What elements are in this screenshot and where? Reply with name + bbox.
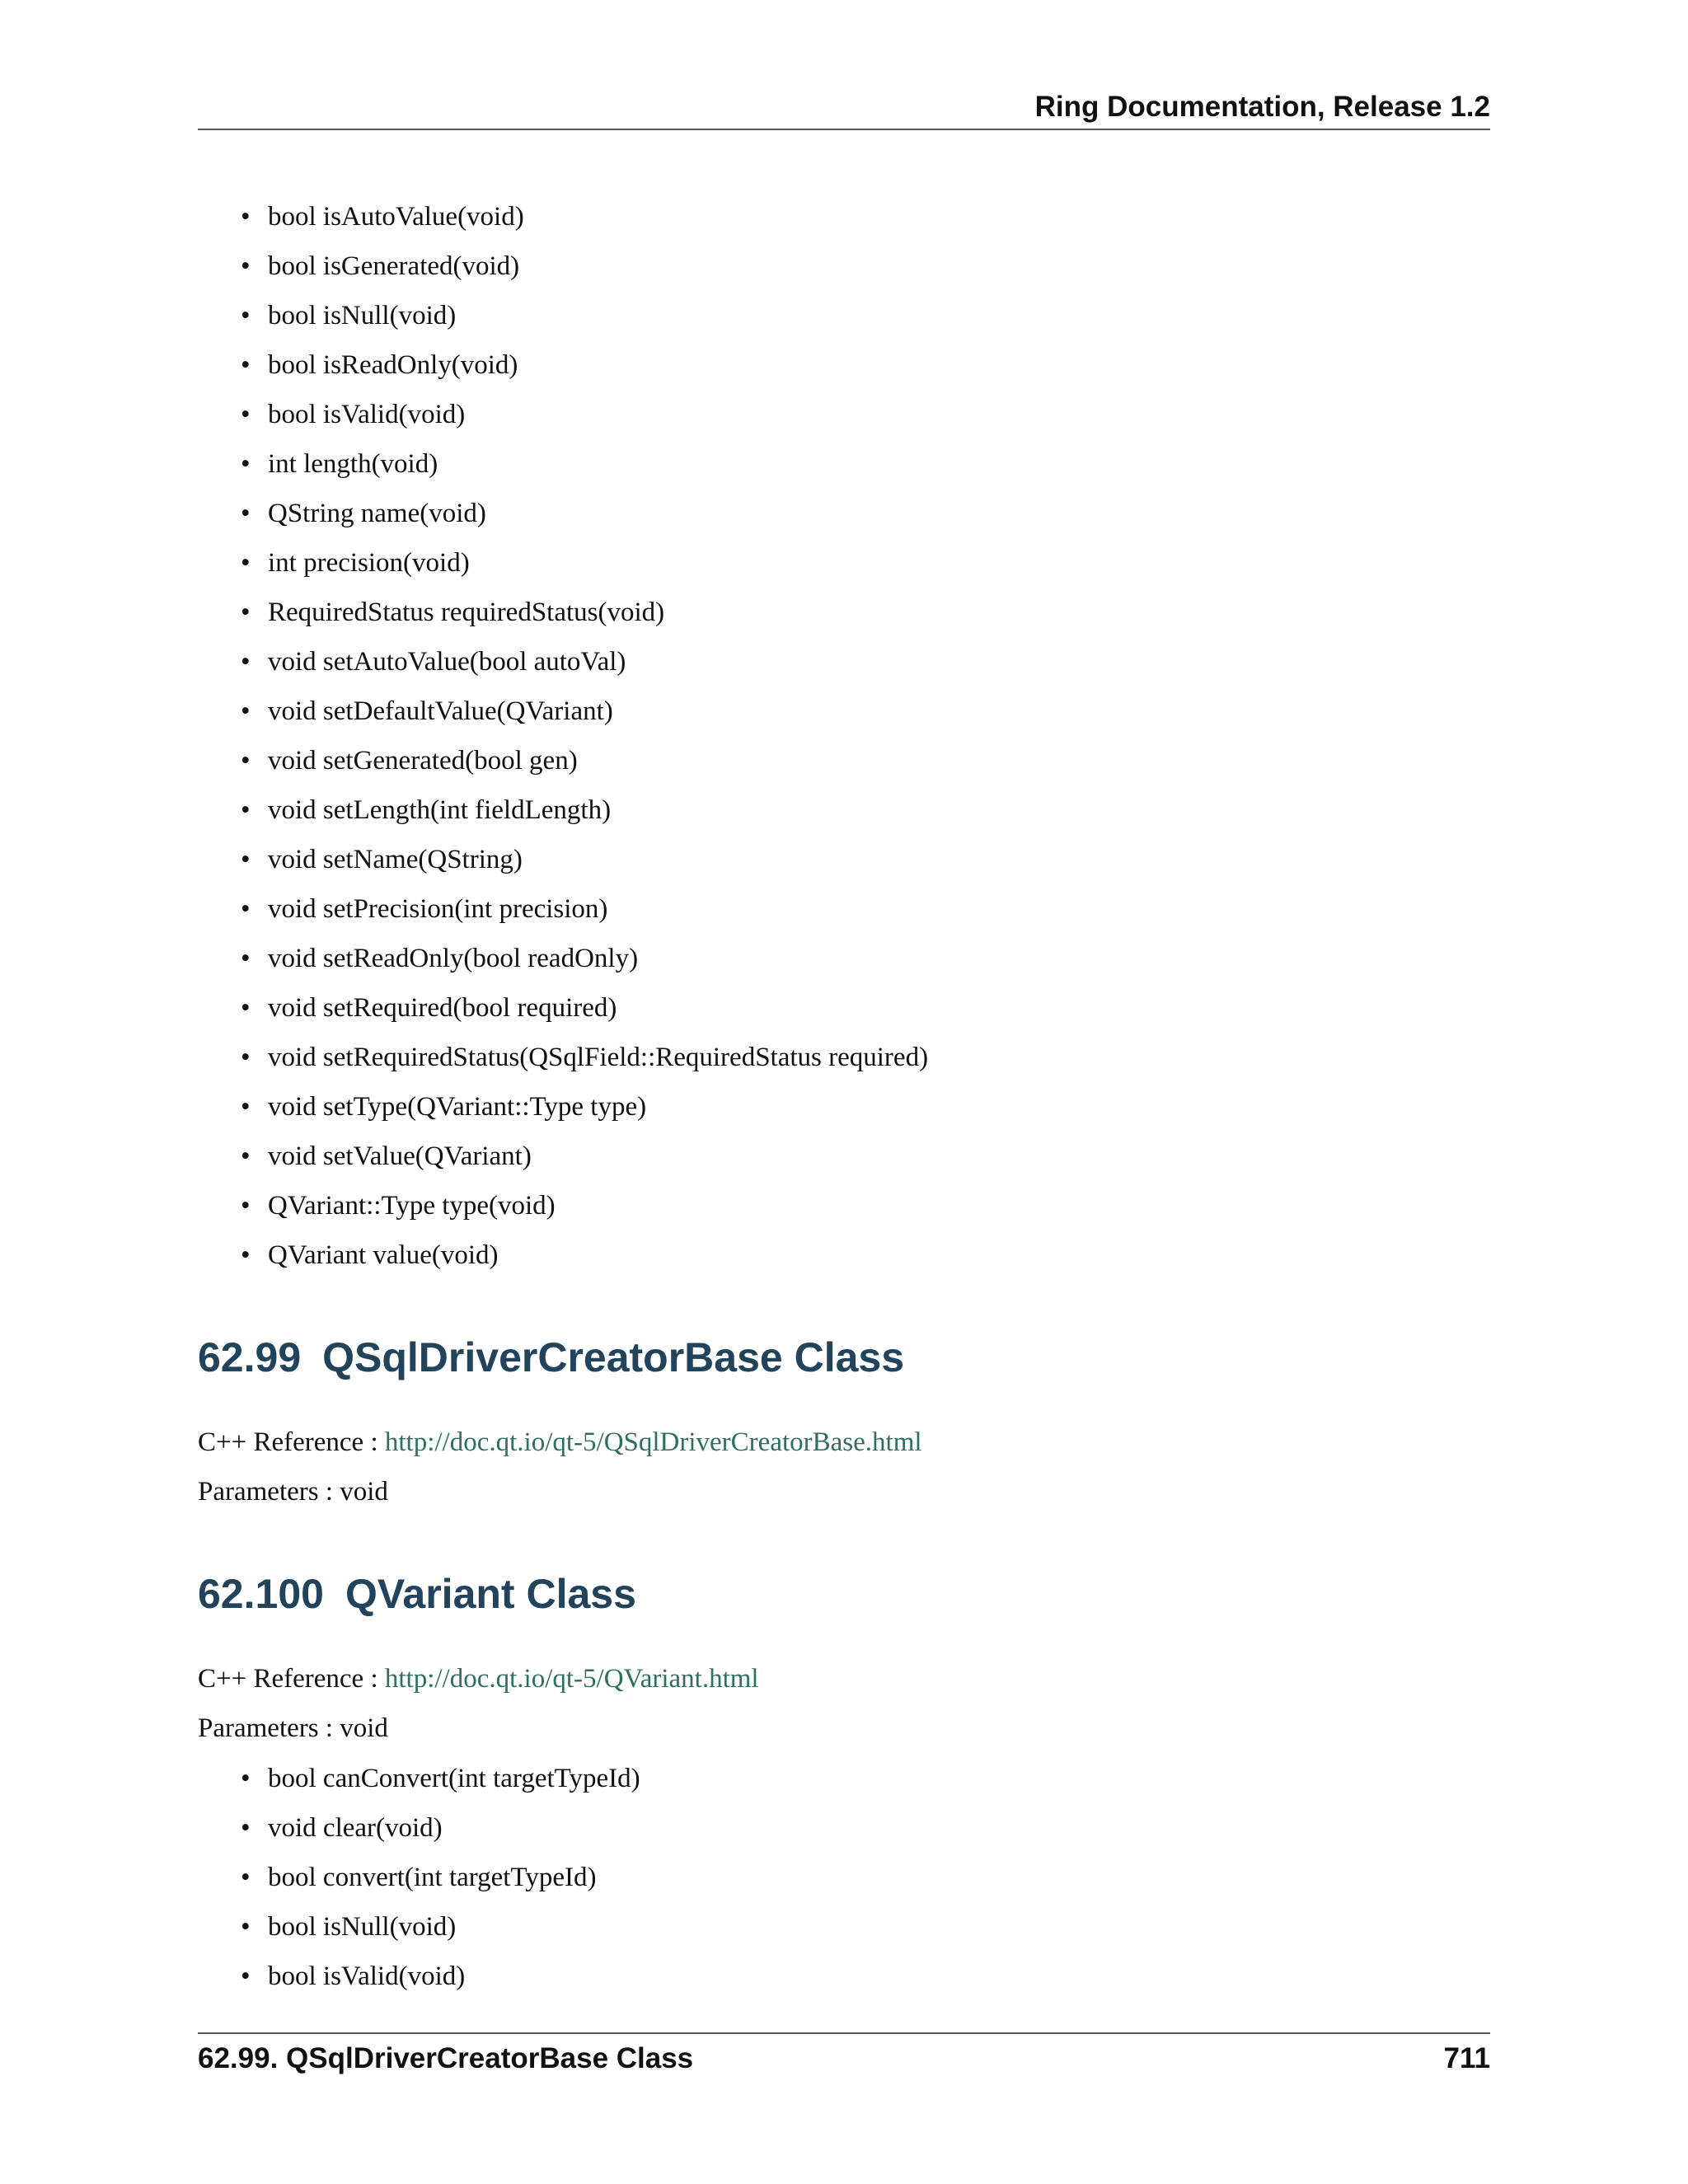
list-item: • void setType(QVariant::Type type) — [241, 1082, 928, 1132]
list-item: • bool isNull(void) — [241, 1902, 640, 1952]
list-item: • void clear(void) — [241, 1803, 640, 1853]
reference-link[interactable]: http://doc.qt.io/qt-5/QVariant.html — [384, 1664, 759, 1694]
section-heading-qvariant — [198, 1568, 636, 1620]
list-item: • bool isNull(void) — [241, 291, 928, 340]
footer-section-title: 62.99. QSqlDriverCreatorBase Class — [198, 2042, 694, 2074]
list-item: • int precision(void) — [241, 538, 928, 588]
header-title: Ring Documentation, Release 1.2 — [1034, 91, 1490, 123]
list-item: • QString name(void) — [241, 489, 928, 538]
reference-label: C++ Reference : — [198, 1664, 385, 1694]
reference-link[interactable]: http://doc.qt.io/qt-5/QSqlDriverCreatorBase.html — [384, 1427, 922, 1457]
list-item: • void setDefaultValue(QVariant) — [241, 687, 928, 736]
section-title: QVariant Class — [345, 1571, 636, 1617]
list-item: • bool isValid(void) — [241, 390, 928, 439]
list-item: • void setLength(int fieldLength) — [241, 785, 928, 835]
qsqlfield-method-list — [241, 192, 928, 1280]
qvariant-method-list — [241, 1754, 640, 2001]
running-footer — [198, 2032, 1490, 2082]
list-item: • bool isGenerated(void) — [241, 241, 928, 291]
section-heading-creatorbase — [198, 1331, 904, 1384]
section-title: QSqlDriverCreatorBase Class — [322, 1334, 905, 1380]
list-item: • RequiredStatus requiredStatus(void) — [241, 588, 928, 637]
list-item: • void setValue(QVariant) — [241, 1132, 928, 1181]
list-item: • void setGenerated(bool gen) — [241, 736, 928, 785]
list-item: • bool isAutoValue(void) — [241, 192, 928, 241]
section-number: 62.100 — [198, 1571, 324, 1617]
parameters-line: Parameters : void — [198, 1477, 388, 1507]
list-item: • QVariant::Type type(void) — [241, 1181, 928, 1230]
list-item: • bool isReadOnly(void) — [241, 340, 928, 390]
list-item: • void setName(QString) — [241, 835, 928, 884]
parameters-line: Parameters : void — [198, 1713, 388, 1743]
list-item: • void setRequiredStatus(QSqlField::RequiredStatus required) — [241, 1033, 928, 1082]
page-number: 711 — [1443, 2042, 1490, 2074]
list-item: • void setPrecision(int precision) — [241, 884, 928, 934]
list-item: • QVariant value(void) — [241, 1230, 928, 1280]
list-item: • void setAutoValue(bool autoVal) — [241, 637, 928, 687]
list-item: • bool isValid(void) — [241, 1952, 640, 2001]
list-item: • void setReadOnly(bool readOnly) — [241, 934, 928, 983]
reference-label: C++ Reference : — [198, 1427, 385, 1457]
list-item: • int length(void) — [241, 439, 928, 489]
list-item: • void setRequired(bool required) — [241, 983, 928, 1033]
cpp-reference-line — [198, 1661, 759, 1697]
cpp-reference-line — [198, 1424, 922, 1460]
running-header — [198, 89, 1490, 130]
section-number: 62.99 — [198, 1334, 302, 1380]
list-item: • bool canConvert(int targetTypeId) — [241, 1754, 640, 1803]
list-item: • bool convert(int targetTypeId) — [241, 1853, 640, 1902]
